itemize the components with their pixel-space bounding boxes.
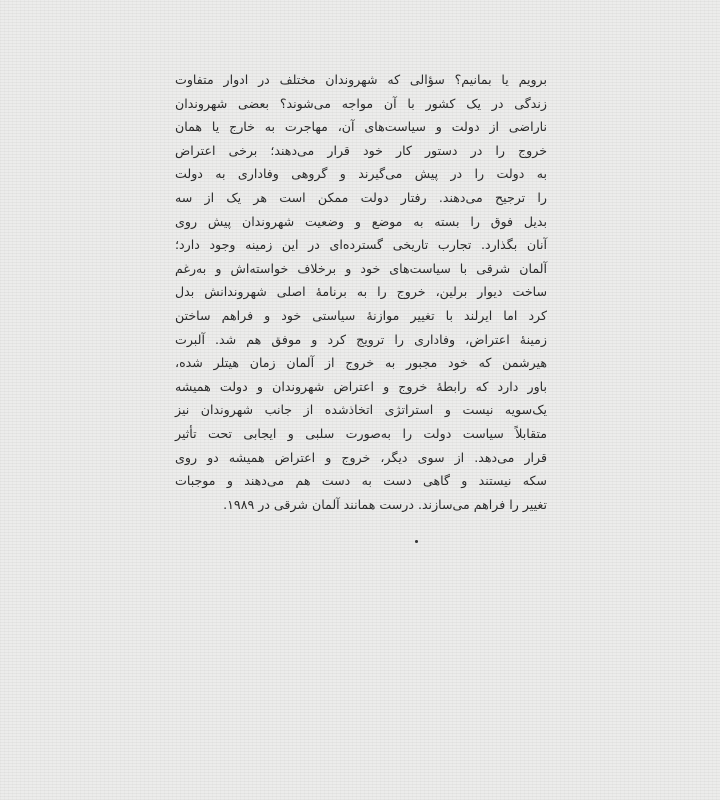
- text-line: را ترجیح می‌دهند. رفتار دولت ممکن است هر یک از سه: [175, 189, 547, 205]
- text-line: برویم یا بمانیم؟ سؤالی که شهروندان مختلف در ادوار متفاوت: [175, 72, 547, 87]
- text-line: ساخت دیوار برلین، خروج را به برنامهٔ اصلی شهروندانش بدل: [175, 284, 547, 300]
- text-line: ناراضی از دولت و سیاست‌های آن، مهاجرت به خارج یا همان: [175, 119, 547, 135]
- text-line: خروج را در دستور کار خود قرار می‌دهند؛ برخی اعتراض: [175, 142, 547, 158]
- text-line: کرد اما ایرلند با تغییر موازنهٔ سیاستی خود و فراهم ساختن: [175, 307, 547, 323]
- text-line: تغییر را فراهم می‌سازند. درست همانند آلمان شرقی در ۱۹۸۹.: [223, 496, 547, 512]
- text-line: قرار می‌دهد. از سوی دیگر، خروج و اعتراض همیشه دو روی: [175, 449, 547, 465]
- text-line: بدیل فوق را بسته به موضع و وضعیت شهروندان پیش روی: [175, 213, 547, 229]
- text-line: یک‌سویه نیست و استراتژی اتخاذشده از جانب شهروندان نیز: [175, 402, 547, 418]
- back-cover-paragraph: [175, 68, 547, 516]
- paper-speck: [415, 540, 418, 543]
- text-line: هیرشمن که خود مجبور به خروج از آلمان زمان هیتلر شده،: [175, 355, 547, 371]
- text-line: متقابلاً سیاست دولت را به‌صورت سلبی و ایجابی تحت تأثیر: [175, 425, 547, 441]
- text-line: آنان بگذارد. تجارب تاریخی گسترده‌ای در این زمینه وجود دارد؛: [175, 237, 547, 253]
- text-line: سکه نیستند و گاهی دست به دست هم می‌دهند و موجبات: [175, 473, 547, 489]
- text-line: باور دارد که رابطهٔ خروج و اعتراض شهروندان و دولت همیشه: [175, 378, 547, 394]
- text-line: زمینهٔ اعتراض، وفاداری را ترویج کرد و موفق هم شد. آلبرت: [175, 331, 547, 347]
- text-line: زندگی در یک کشور با آن مواجه می‌شوند؟ بعضی شهروندان: [175, 95, 547, 111]
- text-line: به دولت را در پیش می‌گیرند و گروهی وفاداری به دولت: [175, 166, 547, 182]
- text-line: آلمان شرقی با سیاست‌های خود و برخلاف خواسته‌اش و به‌رغم: [175, 260, 547, 276]
